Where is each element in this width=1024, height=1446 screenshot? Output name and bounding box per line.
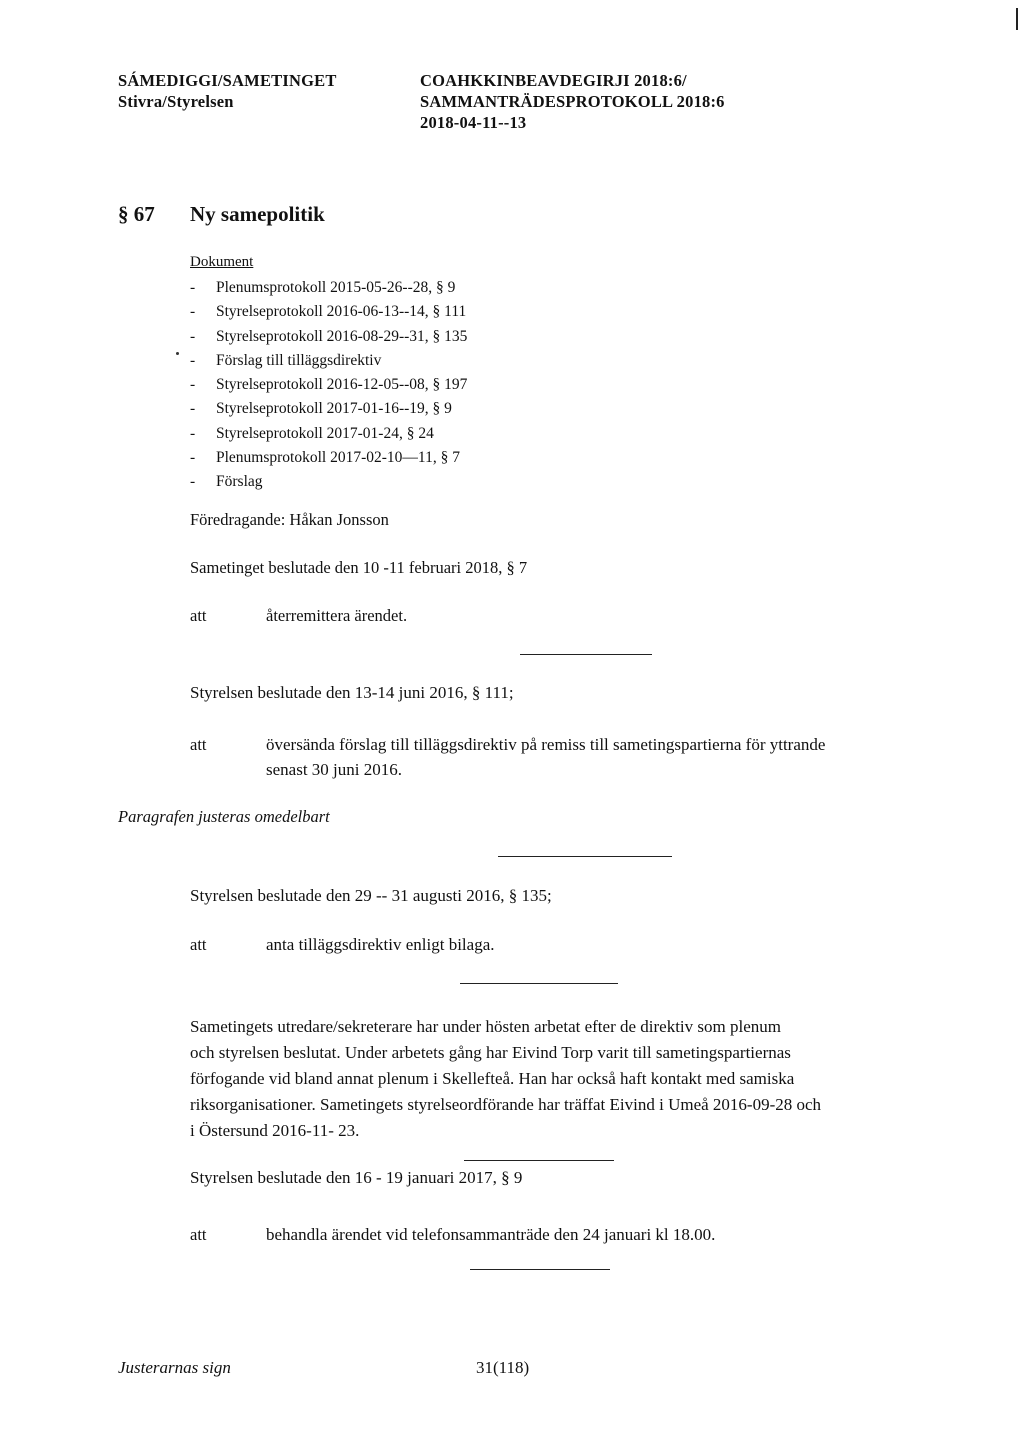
att-marker: att	[190, 1225, 207, 1244]
att-marker: att	[190, 735, 207, 754]
narrative-line: förfogande vid bland annat plenum i Skellefteå. Han har också haft kontakt med samiska	[190, 1069, 795, 1088]
decision-text: behandla ärendet vid telefonsammanträde den 24 januari kl 18.00.	[266, 1225, 716, 1244]
documents-list	[190, 276, 467, 495]
section-title: Ny samepolitik	[190, 202, 325, 226]
presenter: Föredragande: Håkan Jonsson	[190, 510, 389, 529]
document-item: - Förslag	[190, 473, 263, 491]
decision-text-line2: senast 30 juni 2016.	[266, 760, 402, 779]
decision-intro: Styrelsen beslutade den 13-14 juni 2016, § 111;	[190, 683, 514, 702]
document-item: - Styrelseprotokoll 2016-12-05--08, § 197	[190, 376, 468, 394]
decision-text: anta tilläggsdirektiv enligt bilaga.	[266, 935, 495, 954]
protocol-date: 2018-04-11--13	[420, 113, 527, 132]
document-item: - Plenumsprotokoll 2015-05-26--28, § 9	[190, 279, 456, 296]
separator-rule	[460, 983, 618, 984]
org-name: SÁMEDIGGI/SAMETINGET	[118, 71, 337, 90]
decision-intro: Styrelsen beslutade den 29 -- 31 augusti 2016, § 135;	[190, 886, 552, 905]
separator-rule	[498, 856, 672, 857]
narrative-paragraph	[190, 1014, 970, 1144]
protocol-id-swedish: SAMMANTRÄDESPROTOKOLL 2018:6	[420, 92, 725, 111]
document-item: - Styrelseprotokoll 2016-06-13--14, § 111	[190, 303, 467, 321]
separator-rule	[520, 654, 652, 655]
stray-dot	[176, 352, 179, 355]
section-number: § 67	[118, 202, 155, 226]
decision-intro: Styrelsen beslutade den 16 - 19 januari 2017, § 9	[190, 1168, 523, 1187]
org-block	[118, 70, 337, 112]
document-item: - Plenumsprotokoll 2017-02-10—11, § 7	[190, 449, 460, 467]
documents-heading: Dokument	[190, 254, 254, 270]
document-item: - Förslag till tilläggsdirektiv	[190, 351, 382, 369]
scan-edge-mark	[1016, 8, 1018, 30]
document-item: - Styrelseprotokoll 2017-01-16--19, § 9	[190, 400, 452, 418]
page-number: 31(118)	[476, 1358, 530, 1377]
narrative-line: och styrelsen beslutat. Under arbetets gång har Eivind Torp varit till sametingspartiernas	[190, 1043, 791, 1062]
narrative-line: Sametingets utredare/sekreterare har under hösten arbetat efter de direktiv som plenum	[190, 1017, 781, 1036]
decision-text: återremittera ärendet.	[266, 606, 408, 625]
document-item: - Styrelseprotokoll 2017-01-24, § 24	[190, 424, 434, 442]
protocol-id-sami: COAHKKINBEAVDEGIRJI 2018:6/	[420, 71, 687, 90]
protocol-block	[420, 70, 725, 133]
narrative-line: i Östersund 2016-11- 23.	[190, 1121, 360, 1140]
separator-rule	[470, 1269, 610, 1270]
document-item: - Styrelseprotokoll 2016-08-29--31, § 135	[190, 327, 468, 345]
att-marker: att	[190, 606, 207, 625]
decision-intro: Sametinget beslutade den 10 -11 februari 2018, § 7	[190, 558, 528, 577]
att-marker: att	[190, 935, 207, 954]
adjustment-note: Paragrafen justeras omedelbart	[118, 807, 330, 826]
decision-text-line1: översända förslag till tilläggsdirektiv på remiss till sametingspartierna för yttrande	[266, 735, 826, 754]
org-board: Stivra/Styrelsen	[118, 92, 234, 111]
separator-rule	[464, 1160, 614, 1161]
signature-label: Justerarnas sign	[118, 1358, 231, 1377]
narrative-line: riksorganisationer. Sametingets styrelseordförande har träffat Eivind i Umeå 2016-09-28 och	[190, 1095, 822, 1114]
